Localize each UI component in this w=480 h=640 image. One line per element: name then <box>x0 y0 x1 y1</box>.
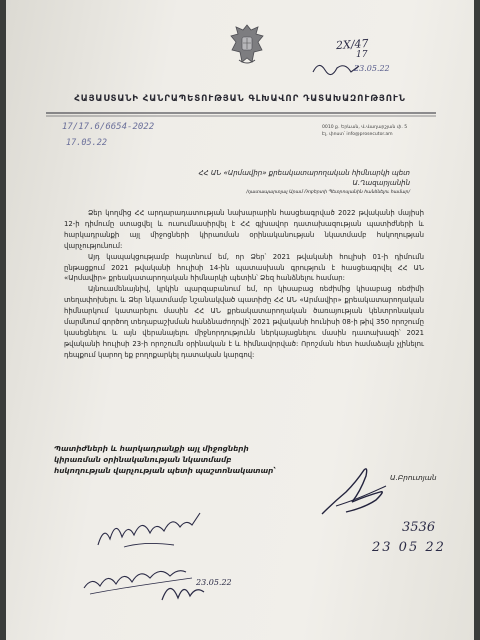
body-paragraph-1: Ձեր կողմից ՀՀ արդարադատության նախարարին հասցեագրված 2022 թվականի մայիսի 12-ի դիմումը ստացվել և ուսումնասիրվել է ՀՀ գլխավոր դատախազության պատիժների և հարկադրանքի այլ միջոցների կիրառման օրինականության նկատմամբ հսկողության վարչությունում: <box>64 209 424 250</box>
document-page <box>6 0 474 640</box>
footer-date: 23 05 22 <box>372 540 446 555</box>
footer-date-2: 23.05.22 <box>196 578 232 587</box>
signature-title-line-2: կիրառման օրինականության նկատմամբ <box>54 455 232 464</box>
header-divider <box>46 112 436 120</box>
contact-line: Էլ. փոստ՝ info@prosecutor.am <box>322 132 393 137</box>
recipient-block <box>199 168 410 198</box>
registration-number: 17/17.6/6654-2022 <box>62 122 155 132</box>
top-mark-1: 2Х/47 <box>335 36 369 53</box>
approval-signature-3 <box>156 570 226 610</box>
organization-title: ՀԱՅԱՍՏԱՆԻ ՀԱՆՐԱՊԵՏՈՒԹՅԱՆ ԳԼԽԱՎՈՐ ԴԱՏԱԽԱԶՈՒԹՅՈՒՆ <box>74 94 406 104</box>
recipient-note: /դատապարտյալ Արամ Ռոբերտի Պետրոսյանին հանձնելու համար/ <box>246 190 410 195</box>
registration-date: 17.05.22 <box>66 138 107 148</box>
recipient-line-2: Ա.Ղազարյանին <box>352 179 410 187</box>
signature-title-line-3: հսկողության վարչության պետի պաշտոնակատար՝ <box>54 466 276 475</box>
coat-of-arms-icon <box>228 22 266 68</box>
top-mark-2: 17 <box>356 50 368 60</box>
body-paragraph-3: Այնուամենայնիվ, կրկին պարզաբանում եմ, որ կիսաբաց ռեժիմից կիսաբաց ռեժիմի տեղափոխելու և Ձեր նկատմամբ նշանակված պատիժը ՀՀ ԱՆ «Արմավիր» քրեակատարողական հիմնարկում կատարելու մասին ՀՀ ԱՆ քրեակատարողական ծառայության կենտրոնական մարմնում գործող տեղաբաշխման հանձնաժողովի՝ 2021 թվականի հունիսի 08-ի թիվ 350 որոշումը կասեցնելու և այն վերանայելու միջնորդությունն ներկայացնելու մասին դատախազի՝ 2021 թվականի հուլիսի 23-ի որոշումն օրինական է և հիմնավորված: Որոշման հետ համաձայն չլինելու դեպքում կարող եք բողոքարկել դատական կարգով: <box>64 285 424 359</box>
body-paragraph-2: Այդ կապակցությամբ հայտնում եմ, որ Ձեր՝ 2021 թվականի հուլիսի 01-ի դիմումն ընթացքում 2021 թվականի հուլիսի 14-ին պատասխան գրություն է հասցեագրվել ՀՀ ԱՆ «Արմավիր» քրեակատարողական հիմնարկի պետին՝ Ձեզ հանձնելու համար: <box>64 252 424 283</box>
address-line: 0010 ք. Երևան, Վ.Վաղարշյան փ. 5 <box>322 125 408 130</box>
top-scribble <box>311 58 361 78</box>
address-block <box>322 124 418 138</box>
recipient-line-1: ՀՀ ԱՆ «Արմավիր» քրեակատարողական հիմնարկի պետ <box>198 169 410 177</box>
handwritten-signature <box>316 462 392 522</box>
signature-title <box>54 443 276 476</box>
letter-body <box>64 208 424 361</box>
signatory-name: Ա.Բրուտյան <box>390 473 437 482</box>
signature-title-line-1: Պատիժների և հարկադրանքի այլ միջոցների <box>54 444 249 453</box>
approval-signature-1 <box>94 505 204 553</box>
top-mark-3: 23.05.22 <box>354 64 390 73</box>
footer-number: 3536 <box>402 520 436 535</box>
